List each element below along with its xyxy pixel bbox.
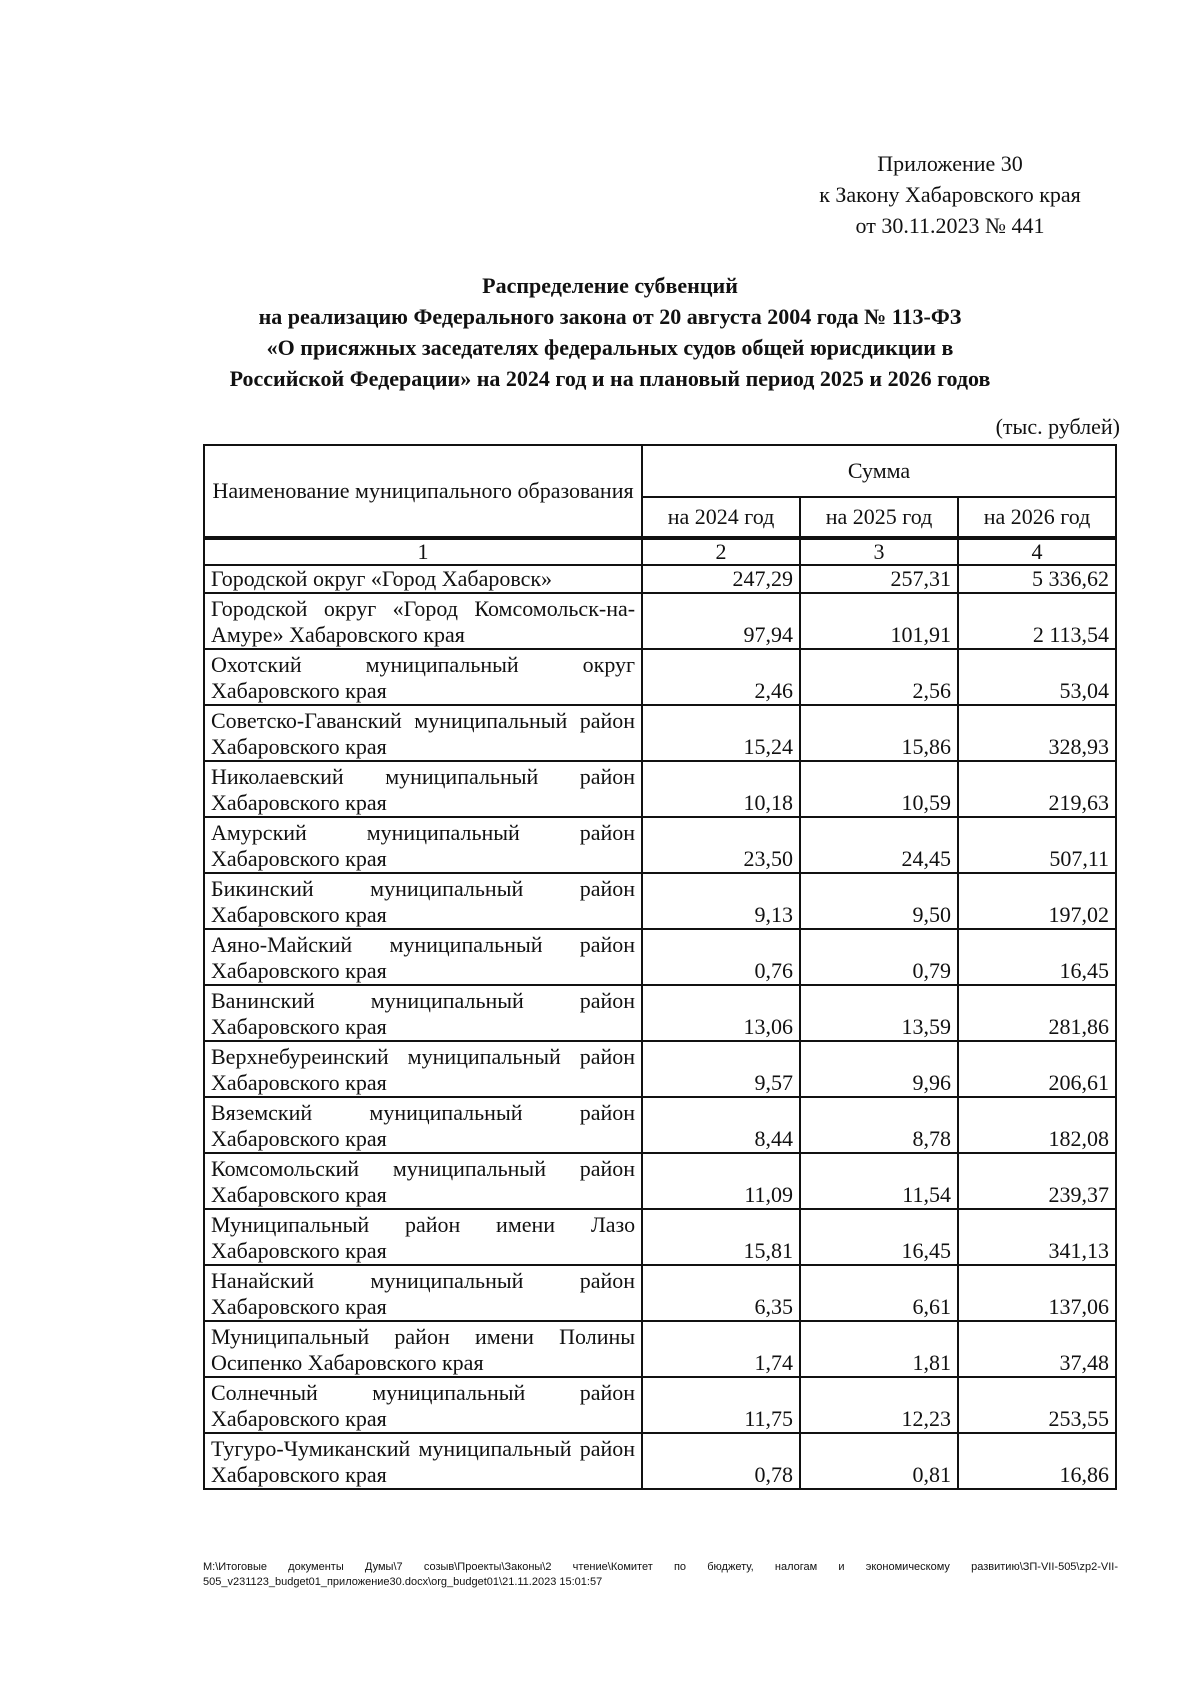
municipality-name: Амурский муниципальный район Хабаровского края	[204, 817, 642, 873]
value-2025: 0,81	[800, 1433, 958, 1489]
value-2024: 15,24	[642, 705, 800, 761]
value-2025: 12,23	[800, 1377, 958, 1433]
appendix-number: Приложение 30	[877, 151, 1023, 176]
value-2024: 11,09	[642, 1153, 800, 1209]
table-row	[204, 761, 1116, 817]
title-line-1: Распределение субвенций	[482, 273, 738, 298]
value-2026: 219,63	[958, 761, 1116, 817]
document-title	[180, 270, 1040, 394]
value-2026: 341,13	[958, 1209, 1116, 1265]
value-2024: 2,46	[642, 649, 800, 705]
municipality-name: Ванинский муниципальный район Хабаровского края	[204, 985, 642, 1041]
value-2024: 9,13	[642, 873, 800, 929]
file-path-footer: M:\Итоговые документы Думы\7 созыв\Проекты\Законы\2 чтение\Комитет по бюджету, налогам и экономическому развитию\ЗП-VII-505\zp2-VII-505_v231123_budget01_приложение30.docx\org_budget01\21.11.2023 15:01:57	[203, 1561, 1118, 1588]
appendix-reference	[780, 148, 1120, 241]
column-number: 2	[642, 538, 800, 565]
value-2025: 11,54	[800, 1153, 958, 1209]
municipality-name: Муниципальный район имени Лазо Хабаровского края	[204, 1209, 642, 1265]
value-2025: 1,81	[800, 1321, 958, 1377]
appendix-law: к Закону Хабаровского края	[819, 182, 1081, 207]
municipality-name: Аяно-Майский муниципальный район Хабаровского края	[204, 929, 642, 985]
table-row	[204, 873, 1116, 929]
value-2026: 253,55	[958, 1377, 1116, 1433]
value-2024: 6,35	[642, 1265, 800, 1321]
value-2026: 328,93	[958, 705, 1116, 761]
value-2024: 97,94	[642, 593, 800, 649]
value-2026: 5 336,62	[958, 565, 1116, 593]
table-row	[204, 1097, 1116, 1153]
table-row	[204, 817, 1116, 873]
municipality-name: Солнечный муниципальный район Хабаровского края	[204, 1377, 642, 1433]
value-2026: 281,86	[958, 985, 1116, 1041]
value-2025: 6,61	[800, 1265, 958, 1321]
municipality-name: Комсомольский муниципальный район Хабаровского края	[204, 1153, 642, 1209]
title-line-3: «О присяжных заседателях федеральных судов общей юрисдикции в	[266, 335, 954, 360]
value-2024: 0,76	[642, 929, 800, 985]
column-number: 3	[800, 538, 958, 565]
value-2026: 182,08	[958, 1097, 1116, 1153]
table-row	[204, 593, 1116, 649]
municipality-name: Муниципальный район имени Полины Осипенко Хабаровского края	[204, 1321, 642, 1377]
table-header-row	[204, 445, 1116, 497]
value-2025: 16,45	[800, 1209, 958, 1265]
value-2025: 9,96	[800, 1041, 958, 1097]
value-2026: 137,06	[958, 1265, 1116, 1321]
value-2024: 8,44	[642, 1097, 800, 1153]
municipality-name: Верхнебуреинский муниципальный район Хабаровского края	[204, 1041, 642, 1097]
table-row	[204, 1377, 1116, 1433]
value-2025: 13,59	[800, 985, 958, 1041]
subventions-table	[203, 444, 1117, 1490]
header-year-2026: на 2026 год	[958, 497, 1116, 538]
table-row	[204, 1433, 1116, 1489]
value-2024: 9,57	[642, 1041, 800, 1097]
municipality-name: Бикинский муниципальный район Хабаровского края	[204, 873, 642, 929]
table-row	[204, 1041, 1116, 1097]
municipality-name: Нанайский муниципальный район Хабаровского края	[204, 1265, 642, 1321]
municipality-name: Городской округ «Город Комсомольск-на-Амуре» Хабаровского края	[204, 593, 642, 649]
value-2026: 2 113,54	[958, 593, 1116, 649]
municipality-name: Тугуро-Чумиканский муниципальный район Хабаровского края	[204, 1433, 642, 1489]
value-2026: 16,45	[958, 929, 1116, 985]
value-2024: 23,50	[642, 817, 800, 873]
header-year-2025: на 2025 год	[800, 497, 958, 538]
value-2024: 0,78	[642, 1433, 800, 1489]
column-number: 1	[204, 538, 642, 565]
table-row	[204, 705, 1116, 761]
municipality-name: Николаевский муниципальный район Хабаровского края	[204, 761, 642, 817]
table-row	[204, 1153, 1116, 1209]
table-row	[204, 1209, 1116, 1265]
value-2025: 24,45	[800, 817, 958, 873]
value-2026: 507,11	[958, 817, 1116, 873]
appendix-date: от 30.11.2023 № 441	[855, 213, 1045, 238]
value-2025: 0,79	[800, 929, 958, 985]
municipality-name: Вяземский муниципальный район Хабаровского края	[204, 1097, 642, 1153]
header-year-2024: на 2024 год	[642, 497, 800, 538]
value-2026: 239,37	[958, 1153, 1116, 1209]
value-2026: 206,61	[958, 1041, 1116, 1097]
value-2025: 8,78	[800, 1097, 958, 1153]
value-2025: 9,50	[800, 873, 958, 929]
title-line-4: Российской Федерации» на 2024 год и на плановый период 2025 и 2026 годов	[229, 366, 991, 391]
table-row	[204, 1321, 1116, 1377]
value-2026: 53,04	[958, 649, 1116, 705]
column-numbers-row	[204, 538, 1116, 565]
value-2024: 15,81	[642, 1209, 800, 1265]
value-2024: 247,29	[642, 565, 800, 593]
municipality-name: Городской округ «Город Хабаровск»	[204, 565, 642, 593]
value-2026: 37,48	[958, 1321, 1116, 1377]
value-2024: 1,74	[642, 1321, 800, 1377]
value-2025: 101,91	[800, 593, 958, 649]
value-2025: 15,86	[800, 705, 958, 761]
table-row	[204, 649, 1116, 705]
value-2026: 16,86	[958, 1433, 1116, 1489]
title-line-2: на реализацию Федерального закона от 20 августа 2004 года № 113-ФЗ	[258, 304, 962, 329]
value-2025: 10,59	[800, 761, 958, 817]
table-row	[204, 1265, 1116, 1321]
column-number: 4	[958, 538, 1116, 565]
table-row	[204, 929, 1116, 985]
value-2024: 11,75	[642, 1377, 800, 1433]
value-2025: 2,56	[800, 649, 958, 705]
municipality-name: Охотский муниципальный округ Хабаровского края	[204, 649, 642, 705]
value-2025: 257,31	[800, 565, 958, 593]
units-label: (тыс. рублей)	[995, 414, 1120, 439]
value-2024: 13,06	[642, 985, 800, 1041]
municipality-name: Советско-Гаванский муниципальный район Хабаровского края	[204, 705, 642, 761]
table-row	[204, 985, 1116, 1041]
value-2024: 10,18	[642, 761, 800, 817]
value-2026: 197,02	[958, 873, 1116, 929]
table-row	[204, 565, 1116, 593]
header-sum: Сумма	[642, 445, 1116, 497]
header-municipality: Наименование муниципального образования	[204, 445, 642, 538]
